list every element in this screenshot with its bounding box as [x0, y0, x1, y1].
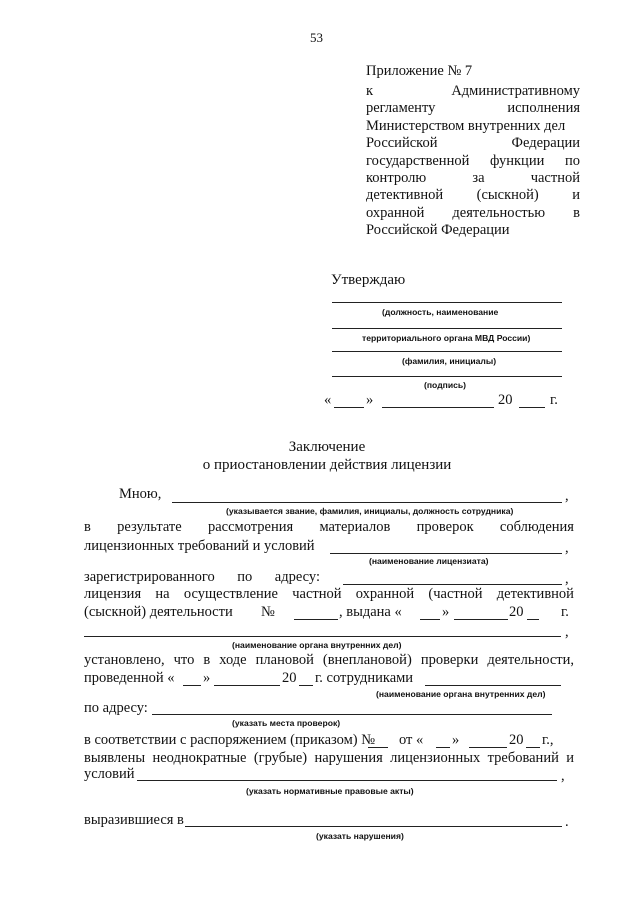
conducted-label: проведенной « [84, 670, 175, 686]
annex-word: по [564, 152, 580, 169]
license-requirements-label: лицензионных требований и условий [84, 538, 315, 554]
result-line [84, 519, 574, 536]
annex-word: Российской Федерации [366, 222, 510, 239]
established-line [84, 652, 574, 669]
word: (частной [428, 586, 483, 602]
order-year-suffix: г., [542, 732, 554, 748]
date-year-suffix: г. [550, 392, 558, 408]
conducted-month-line [214, 685, 280, 686]
annex-word: в [573, 204, 580, 221]
word: деятельности, [487, 652, 574, 668]
caption-position: (должность, наименование [382, 307, 499, 317]
word: (грубые) [253, 750, 308, 766]
license-line [84, 586, 574, 603]
acts-field-line [137, 780, 557, 781]
annex-word: и [572, 187, 580, 204]
by-me-label: Мною, [119, 486, 162, 502]
conducted-day-line [183, 685, 201, 686]
annex-word: исполнения [507, 100, 580, 117]
caption-organ: территориального органа МВД России) [362, 333, 531, 343]
annex-word: детективной [366, 187, 444, 204]
annex-line [366, 118, 565, 135]
date-close-quote: » [366, 392, 374, 408]
annex-line [366, 170, 580, 187]
annex-word: Министерством внутренних дел [366, 117, 566, 134]
comma: , [565, 540, 569, 556]
word: зарегистрированного [84, 569, 215, 585]
word: проверки [420, 652, 479, 668]
word: требований [487, 750, 559, 766]
number-sign: № [261, 604, 275, 620]
places-field-line [152, 714, 552, 715]
violations-field-line [185, 826, 562, 827]
annex-word: функции [489, 152, 545, 169]
word: плановой [255, 652, 314, 668]
comma: , [565, 571, 569, 587]
word: по [237, 569, 253, 585]
position-field-line [332, 302, 562, 303]
date-open-quote: « [324, 392, 332, 408]
word: соблюдения [499, 519, 574, 535]
word: детективной [496, 586, 574, 602]
organ-name-line [84, 636, 561, 637]
annex-line [366, 153, 580, 170]
approval-title: Утверждаю [331, 272, 406, 288]
word: адресу: [274, 569, 320, 585]
annex-word: частной [530, 170, 580, 186]
word: неоднократные [152, 750, 247, 766]
word: лицензия [84, 586, 142, 602]
word: и [566, 750, 574, 766]
conducted-close-quote: » [203, 670, 211, 686]
period: . [565, 814, 569, 830]
word: что [173, 652, 195, 668]
word: установлено, [84, 652, 165, 668]
order-month-line [469, 747, 507, 748]
word: проверок [416, 519, 474, 535]
issued-year-prefix: 20 [509, 604, 524, 620]
order-label: в соответствии с распоряжением (приказом) № [84, 732, 376, 748]
expressed-label: выразившиеся в [84, 812, 184, 828]
order-year-line [526, 747, 540, 748]
word: на [155, 586, 170, 602]
word: охранной [355, 586, 415, 602]
address-field-line [343, 584, 562, 585]
document-title: Заключение [288, 439, 366, 455]
annex-line [366, 83, 580, 100]
word: нарушения [314, 750, 383, 766]
annex-word: регламенту [366, 100, 436, 117]
word: лицензионных [390, 750, 481, 766]
annex-line [366, 222, 510, 239]
annex-word: Российской [366, 135, 438, 152]
caption-name: (фамилия, инициалы) [402, 356, 497, 366]
annex-title: Приложение № 7 [366, 63, 473, 79]
annex-line [366, 135, 580, 152]
date-day-line [334, 407, 364, 408]
order-number-line [368, 747, 388, 748]
issued-day-line [420, 619, 440, 620]
annex-line [366, 187, 580, 204]
word: осуществление [183, 586, 278, 602]
order-day-line [436, 747, 450, 748]
word: ходе [219, 652, 247, 668]
registered-line [84, 569, 320, 586]
officer-field-line [172, 502, 562, 503]
annex-word: за [472, 170, 485, 186]
caption-violations: (указать нарушения) [316, 831, 404, 841]
issued-label: , выдана « [339, 604, 402, 620]
conducted-year-line [299, 685, 313, 686]
conducted-year-prefix: 20 [282, 670, 297, 686]
annex-word: к [366, 83, 374, 99]
annex-line [366, 100, 580, 117]
word: в [84, 519, 91, 535]
by-address-label: по адресу: [84, 700, 148, 716]
word: выявлены [84, 750, 146, 766]
word: результате [117, 519, 182, 535]
staff-organ-line [425, 685, 561, 686]
comma: , [565, 624, 569, 640]
licensee-field-line [330, 553, 562, 554]
comma: , [565, 488, 569, 504]
caption-officer: (указывается звание, фамилия, инициалы, должность сотрудника) [226, 506, 514, 516]
date-year-line [519, 407, 545, 408]
word: в [203, 652, 211, 668]
annex-word: государственной [366, 152, 470, 169]
caption-acts: (указать нормативные правовые акты) [246, 786, 414, 796]
annex-word: Административному [451, 83, 580, 99]
annex-word: (сыскной) [476, 187, 539, 204]
activity-label: (сыскной) деятельности [84, 604, 233, 620]
issued-close-quote: » [442, 604, 450, 620]
caption-organ-2: (наименование органа внутренних дел) [376, 689, 546, 699]
order-from-label: от « [399, 732, 424, 748]
caption-licensee: (наименование лицензиата) [369, 556, 489, 566]
issued-year-suffix: г. [561, 604, 569, 620]
caption-places: (указать места проверок) [232, 718, 341, 728]
organ-field-line [332, 328, 562, 329]
word: материалов [319, 519, 391, 535]
conditions-label: условий [84, 766, 135, 782]
order-year-prefix: 20 [509, 732, 524, 748]
word: рассмотрения [208, 519, 294, 535]
violations-line [84, 750, 574, 767]
date-year-prefix: 20 [498, 392, 513, 408]
annex-word: деятельностью [452, 204, 546, 221]
annex-line [366, 205, 580, 222]
word: (внеплановой) [322, 652, 412, 668]
annex-word: контролю [366, 170, 427, 186]
caption-signature: (подпись) [424, 380, 467, 390]
annex-word: Федерации [511, 135, 580, 152]
issued-month-line [454, 619, 508, 620]
issued-year-line [527, 619, 539, 620]
document-subtitle: о приостановлении действия лицензии [202, 457, 452, 473]
order-close-quote: » [452, 732, 460, 748]
comma: , [561, 768, 565, 784]
name-field-line [332, 351, 562, 352]
caption-organ-1: (наименование органа внутренних дел) [232, 640, 402, 650]
staff-label: г. сотрудниками [315, 670, 414, 686]
license-number-line [294, 619, 338, 620]
annex-word: охранной [366, 204, 425, 221]
word: частной [292, 586, 342, 602]
signature-field-line [332, 376, 562, 377]
page-number: 53 [310, 30, 323, 45]
date-month-line [382, 407, 494, 408]
